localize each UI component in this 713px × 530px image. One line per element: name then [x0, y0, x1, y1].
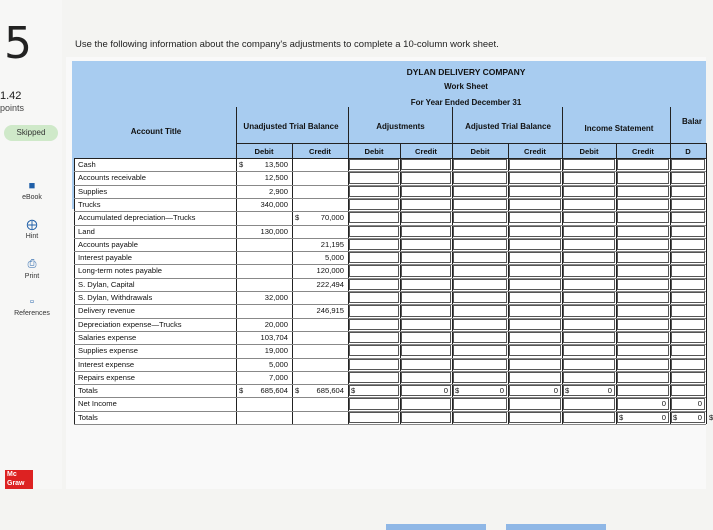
- row-divider: [74, 344, 706, 345]
- account-name: Salaries expense: [78, 332, 137, 342]
- row-divider: [74, 198, 706, 199]
- account-name: Net Income: [78, 399, 117, 409]
- worksheet-input-cell[interactable]: [509, 412, 561, 423]
- worksheet-input-cell[interactable]: [617, 159, 669, 170]
- worksheet-input-cell[interactable]: [453, 372, 507, 383]
- worksheet-input-cell[interactable]: [509, 345, 561, 356]
- worksheet-input-cell[interactable]: [509, 398, 561, 409]
- computed-value: 0: [697, 399, 702, 409]
- row-divider: [74, 318, 706, 319]
- worksheet-input-cell[interactable]: [671, 186, 705, 197]
- worksheet-input-cell[interactable]: [509, 359, 561, 370]
- row-divider: [74, 225, 706, 226]
- worksheet-input-cell[interactable]: [453, 345, 507, 356]
- row-divider: [74, 331, 706, 332]
- account-name: Interest expense: [78, 359, 135, 369]
- column-subheader: Debit: [579, 147, 599, 156]
- row-divider: [74, 358, 706, 359]
- account-name: Depreciation expense—Trucks: [78, 319, 182, 329]
- account-name: Trucks: [78, 199, 101, 209]
- account-name: Cash: [78, 160, 96, 169]
- globe-icon: ⨁: [26, 219, 38, 231]
- worksheet-input-cell[interactable]: [401, 319, 451, 330]
- dollar-sign: $: [709, 412, 713, 422]
- row-divider: [74, 251, 706, 252]
- column-subheader: Debit: [470, 147, 490, 156]
- worksheet-input-cell[interactable]: [563, 239, 615, 250]
- worksheet-title: Work Sheet: [444, 82, 488, 91]
- worksheet-input-cell[interactable]: [617, 385, 669, 396]
- worksheet-input-cell[interactable]: [509, 372, 561, 383]
- unadjusted-debit-value: 685,604: [260, 386, 288, 396]
- worksheet-input-cell[interactable]: [671, 292, 705, 303]
- worksheet-input-cell[interactable]: [671, 252, 705, 263]
- row-divider: [74, 424, 706, 425]
- worksheet-input-cell[interactable]: [453, 292, 507, 303]
- worksheet-input-cell[interactable]: [563, 252, 615, 263]
- worksheet-input-cell[interactable]: [401, 305, 451, 316]
- row-divider: [74, 397, 706, 398]
- unadjusted-credit-value: 21,195: [320, 239, 344, 249]
- worksheet-input-cell[interactable]: [349, 212, 399, 223]
- unadjusted-credit-value: 685,604: [316, 386, 344, 396]
- computed-value: 0: [661, 399, 666, 409]
- worksheet-input-cell[interactable]: [671, 385, 705, 396]
- worksheet-input-cell[interactable]: [453, 398, 507, 409]
- worksheet-input-cell[interactable]: [671, 332, 705, 343]
- worksheet-input-cell[interactable]: [509, 292, 561, 303]
- unadjusted-debit-value: 12,500: [264, 173, 288, 183]
- worksheet-input-cell[interactable]: [453, 305, 507, 316]
- worksheet-input-cell[interactable]: [671, 239, 705, 250]
- row-divider: [74, 384, 706, 385]
- row-divider: [74, 291, 706, 292]
- worksheet-input-cell[interactable]: [349, 305, 399, 316]
- unadjusted-credit-value: 222,494: [316, 279, 344, 289]
- unadjusted-debit-value: 19,000: [264, 346, 288, 356]
- worksheet-input-cell[interactable]: [453, 359, 507, 370]
- unadjusted-debit-value: 32,000: [264, 293, 288, 302]
- worksheet-input-cell[interactable]: [617, 172, 669, 183]
- worksheet-input-cell[interactable]: [617, 319, 669, 330]
- unadjusted-debit-value: 5,000: [268, 359, 288, 369]
- worksheet-input-cell[interactable]: [671, 199, 705, 210]
- worksheet-input-cell[interactable]: [671, 345, 705, 356]
- worksheet-period: For Year Ended December 31: [410, 98, 522, 107]
- worksheet-input-cell[interactable]: [563, 199, 615, 210]
- dollar-sign: $: [351, 386, 356, 396]
- worksheet-input-cell[interactable]: [349, 332, 399, 343]
- worksheet-input-cell[interactable]: [349, 226, 399, 237]
- worksheet-input-cell[interactable]: [563, 412, 615, 423]
- worksheet-input-cell[interactable]: [349, 412, 399, 423]
- unadjusted-credit-value: 120,000: [316, 266, 344, 276]
- account-name: Land: [78, 226, 95, 236]
- worksheet: [66, 57, 713, 489]
- printer-icon: ⎙: [27, 258, 37, 270]
- account-name: Totals: [78, 412, 98, 422]
- worksheet-input-cell[interactable]: [671, 265, 705, 276]
- account-name: Accounts receivable: [78, 173, 146, 183]
- worksheet-input-cell[interactable]: [401, 252, 451, 263]
- worksheet-input-cell[interactable]: [563, 186, 615, 197]
- worksheet-input-cell[interactable]: [617, 279, 669, 290]
- worksheet-input-cell[interactable]: [509, 239, 561, 250]
- column-subheader: Debit: [254, 147, 274, 156]
- status-badge: Skipped: [4, 125, 58, 141]
- worksheet-input-cell[interactable]: [671, 212, 705, 223]
- dollar-sign: $: [295, 213, 300, 223]
- group-header-income: Income Statement: [584, 124, 654, 133]
- left-sidebar: [0, 0, 62, 489]
- worksheet-input-cell[interactable]: [563, 226, 615, 237]
- worksheet-input-cell[interactable]: [453, 172, 507, 183]
- worksheet-input-cell[interactable]: [349, 186, 399, 197]
- worksheet-input-cell[interactable]: [563, 212, 615, 223]
- references-icon: ▫: [30, 296, 34, 308]
- worksheet-input-cell[interactable]: [617, 252, 669, 263]
- worksheet-input-cell[interactable]: [617, 305, 669, 316]
- row-divider: [74, 371, 706, 372]
- worksheet-input-cell[interactable]: [453, 199, 507, 210]
- header-divider: [236, 143, 706, 144]
- dollar-sign: $: [619, 412, 624, 422]
- worksheet-input-cell[interactable]: [617, 265, 669, 276]
- company-name: DYLAN DELIVERY COMPANY: [406, 67, 526, 77]
- worksheet-input-cell[interactable]: [401, 212, 451, 223]
- account-name: Accumulated depreciation—Trucks: [78, 213, 196, 223]
- worksheet-input-cell[interactable]: [671, 359, 705, 370]
- sidebar-item-references[interactable]: [6, 296, 58, 317]
- computed-value: 0: [661, 412, 666, 422]
- group-header-adjusted: Adjusted Trial Balance: [465, 122, 551, 131]
- column-subheader: Credit: [632, 147, 654, 156]
- dollar-sign: $: [239, 386, 244, 396]
- worksheet-input-cell[interactable]: [563, 172, 615, 183]
- worksheet-input-cell[interactable]: [453, 412, 507, 423]
- worksheet-input-cell[interactable]: [453, 159, 507, 170]
- worksheet-input-cell[interactable]: [671, 226, 705, 237]
- worksheet-input-cell[interactable]: [617, 332, 669, 343]
- account-name: Accounts payable: [78, 239, 138, 249]
- column-divider: [706, 143, 707, 424]
- worksheet-input-cell[interactable]: [509, 279, 561, 290]
- worksheet-input-cell[interactable]: [563, 265, 615, 276]
- worksheet-input-cell[interactable]: [401, 226, 451, 237]
- column-subheader: Credit: [415, 147, 437, 156]
- column-divider: [452, 107, 453, 424]
- worksheet-input-cell[interactable]: [401, 359, 451, 370]
- column-subheader: Credit: [524, 147, 546, 156]
- row-divider: [74, 304, 706, 305]
- worksheet-input-cell[interactable]: [617, 226, 669, 237]
- unadjusted-credit-value: 246,915: [316, 306, 344, 316]
- points-label: points: [0, 103, 25, 113]
- book-icon: ■: [28, 180, 36, 192]
- worksheet-input-cell[interactable]: [453, 279, 507, 290]
- dollar-sign: $: [455, 386, 460, 396]
- worksheet-input-cell[interactable]: [453, 252, 507, 263]
- worksheet-input-cell[interactable]: [453, 319, 507, 330]
- account-name: Long-term notes payable: [78, 266, 163, 276]
- worksheet-input-cell[interactable]: [349, 199, 399, 210]
- question-number: 5: [4, 18, 32, 69]
- worksheet-input-cell[interactable]: [509, 172, 561, 183]
- unadjusted-debit-value: 7,000: [268, 372, 288, 382]
- worksheet-input-cell[interactable]: [401, 372, 451, 383]
- worksheet-input-cell[interactable]: [453, 212, 507, 223]
- dollar-sign: $: [565, 386, 570, 396]
- sidebar-item-ebook[interactable]: [6, 180, 58, 201]
- sidebar-item-hint[interactable]: [6, 218, 58, 240]
- worksheet-input-cell[interactable]: [509, 332, 561, 343]
- worksheet-input-cell[interactable]: [349, 292, 399, 303]
- worksheet-input-cell[interactable]: [509, 265, 561, 276]
- worksheet-input-cell[interactable]: [401, 172, 451, 183]
- worksheet-input-cell[interactable]: [563, 372, 615, 383]
- computed-value: 0: [443, 386, 448, 396]
- group-header-adjustments: Adjustments: [376, 122, 425, 131]
- row-divider: [74, 211, 706, 212]
- worksheet-input-cell[interactable]: [453, 226, 507, 237]
- worksheet-input-cell[interactable]: [349, 265, 399, 276]
- row-divider: [74, 278, 706, 279]
- worksheet-input-cell[interactable]: [401, 159, 451, 170]
- worksheet-input-cell[interactable]: [349, 252, 399, 263]
- worksheet-input-cell[interactable]: [349, 279, 399, 290]
- worksheet-input-cell[interactable]: [401, 398, 451, 409]
- worksheet-input-cell[interactable]: [349, 319, 399, 330]
- worksheet-input-cell[interactable]: [563, 319, 615, 330]
- worksheet-input-cell[interactable]: [349, 385, 399, 396]
- computed-value: 0: [697, 412, 702, 422]
- worksheet-input-cell[interactable]: [349, 345, 399, 356]
- row-divider: [74, 171, 706, 172]
- group-header-balance: Balar: [681, 117, 702, 126]
- worksheet-input-cell[interactable]: [617, 212, 669, 223]
- worksheet-input-cell[interactable]: [509, 252, 561, 263]
- worksheet-input-cell[interactable]: [453, 265, 507, 276]
- unadjusted-credit-value: 70,000: [320, 213, 344, 223]
- worksheet-input-cell[interactable]: [617, 199, 669, 210]
- worksheet-input-cell[interactable]: [509, 212, 561, 223]
- bottom-tab[interactable]: [386, 524, 486, 530]
- row-divider: [74, 185, 706, 186]
- worksheet-input-cell[interactable]: [671, 279, 705, 290]
- worksheet-input-cell[interactable]: [617, 345, 669, 356]
- sidebar-item-print[interactable]: [6, 258, 58, 280]
- unadjusted-debit-value: 13,500: [264, 160, 288, 169]
- dollar-sign: $: [295, 386, 300, 396]
- worksheet-input-cell[interactable]: [563, 398, 615, 409]
- worksheet-input-cell[interactable]: [617, 372, 669, 383]
- worksheet-input-cell[interactable]: [617, 239, 669, 250]
- row-divider: [74, 264, 706, 265]
- bottom-tab[interactable]: [506, 524, 606, 530]
- worksheet-input-cell[interactable]: [401, 239, 451, 250]
- worksheet-input-cell[interactable]: [617, 186, 669, 197]
- worksheet-input-cell[interactable]: [671, 172, 705, 183]
- column-divider: [562, 107, 563, 424]
- worksheet-input-cell[interactable]: [563, 292, 615, 303]
- sidebar-item-label: References: [14, 310, 50, 317]
- worksheet-input-cell[interactable]: [349, 172, 399, 183]
- worksheet-input-cell[interactable]: [509, 199, 561, 210]
- account-name: S. Dylan, Withdrawals: [78, 293, 153, 302]
- worksheet-input-cell[interactable]: [563, 159, 615, 170]
- worksheet-input-cell[interactable]: [671, 372, 705, 383]
- worksheet-input-cell[interactable]: [349, 359, 399, 370]
- account-name: Supplies expense: [78, 346, 138, 356]
- computed-value: 0: [607, 386, 612, 396]
- worksheet-input-cell[interactable]: [401, 292, 451, 303]
- worksheet-input-cell[interactable]: [401, 186, 451, 197]
- worksheet-input-cell[interactable]: [349, 239, 399, 250]
- worksheet-input-cell[interactable]: [401, 199, 451, 210]
- account-name: Supplies: [78, 186, 108, 196]
- worksheet-input-cell[interactable]: [401, 345, 451, 356]
- account-title-header: Account Title: [130, 127, 182, 136]
- unadjusted-debit-value: 340,000: [260, 199, 288, 209]
- row-divider: [74, 411, 706, 412]
- worksheet-input-cell[interactable]: [563, 359, 615, 370]
- worksheet-input-cell[interactable]: [453, 332, 507, 343]
- unadjusted-debit-value: 130,000: [260, 226, 288, 236]
- sidebar-item-label: Print: [24, 273, 40, 280]
- column-subheader: D: [685, 147, 691, 156]
- computed-value: 0: [499, 386, 504, 396]
- worksheet-input-cell[interactable]: [401, 412, 451, 423]
- worksheet-input-cell[interactable]: [563, 332, 615, 343]
- rows-top-border: [74, 158, 706, 159]
- worksheet-input-cell[interactable]: [671, 305, 705, 316]
- account-name: Interest payable: [78, 253, 133, 263]
- account-name: Repairs expense: [78, 372, 135, 382]
- worksheet-input-cell[interactable]: [349, 159, 399, 170]
- account-name: S. Dylan, Capital: [78, 279, 135, 289]
- worksheet-input-cell[interactable]: [671, 319, 705, 330]
- computed-value: 0: [553, 386, 558, 396]
- sidebar-item-label: eBook: [22, 194, 42, 201]
- worksheet-input-cell[interactable]: [617, 359, 669, 370]
- worksheet-input-cell[interactable]: [401, 332, 451, 343]
- worksheet-input-cell[interactable]: [453, 239, 507, 250]
- points-value: 1.42: [0, 90, 22, 102]
- unadjusted-credit-value: 5,000: [324, 253, 344, 263]
- worksheet-input-cell[interactable]: [349, 398, 399, 409]
- dollar-sign: $: [239, 160, 244, 169]
- worksheet-input-cell[interactable]: [401, 265, 451, 276]
- column-subheader: Debit: [364, 147, 384, 156]
- publisher-logo: Mc Graw: [5, 470, 33, 489]
- sidebar-item-label: Hint: [25, 233, 39, 240]
- unadjusted-debit-value: 20,000: [264, 319, 288, 329]
- account-name: Delivery revenue: [78, 306, 135, 316]
- unadjusted-debit-value: 103,704: [260, 332, 288, 342]
- worksheet-input-cell[interactable]: [509, 305, 561, 316]
- worksheet-input-cell[interactable]: [617, 292, 669, 303]
- worksheet-input-cell[interactable]: [563, 305, 615, 316]
- worksheet-input-cell[interactable]: [563, 279, 615, 290]
- column-divider: [348, 107, 349, 424]
- worksheet-input-cell[interactable]: [509, 226, 561, 237]
- column-subheader: Credit: [309, 147, 331, 156]
- group-header-unadjusted: Unadjusted Trial Balance: [243, 122, 339, 131]
- worksheet-input-cell[interactable]: [349, 372, 399, 383]
- worksheet-input-cell[interactable]: [453, 186, 507, 197]
- worksheet-input-cell[interactable]: [509, 319, 561, 330]
- unadjusted-debit-value: 2,900: [268, 186, 288, 196]
- worksheet-input-cell[interactable]: [401, 279, 451, 290]
- worksheet-input-cell[interactable]: [671, 159, 705, 170]
- dollar-sign: $: [673, 412, 678, 422]
- column-divider: [670, 107, 671, 424]
- row-divider: [74, 238, 706, 239]
- worksheet-input-cell[interactable]: [563, 345, 615, 356]
- account-name: Totals: [78, 386, 98, 396]
- worksheet-input-cell[interactable]: [509, 186, 561, 197]
- worksheet-input-cell[interactable]: [509, 159, 561, 170]
- instruction-text: Use the following information about the company's adjustments to complete a 10-column work sheet.: [75, 39, 499, 50]
